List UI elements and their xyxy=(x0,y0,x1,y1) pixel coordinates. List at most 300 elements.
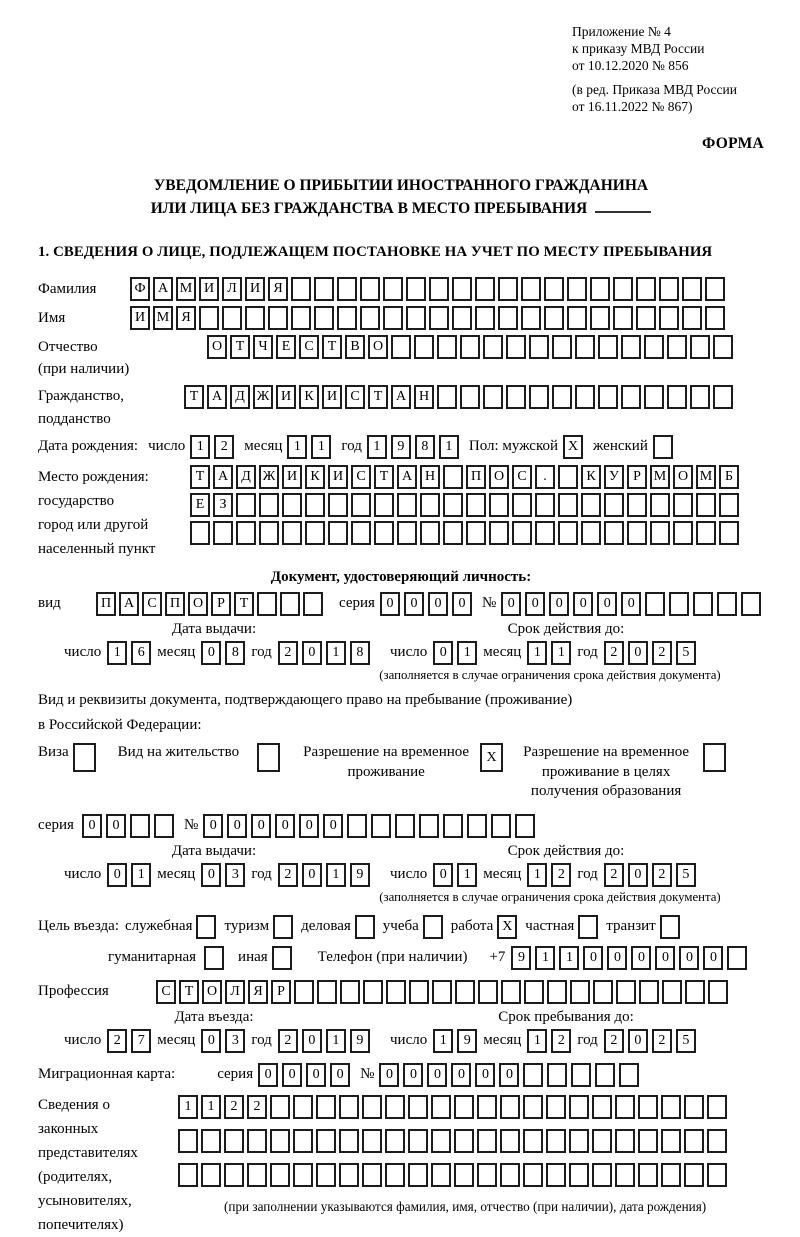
form-cell[interactable] xyxy=(190,521,210,545)
form-cell[interactable] xyxy=(713,335,733,359)
form-cell[interactable] xyxy=(351,521,371,545)
form-cell[interactable] xyxy=(362,1163,382,1187)
form-cell[interactable] xyxy=(374,521,394,545)
form-cell[interactable]: 2 xyxy=(652,863,672,887)
form-cell[interactable] xyxy=(546,1095,566,1119)
form-cell[interactable] xyxy=(466,493,486,517)
form-cell[interactable] xyxy=(257,592,277,616)
form-cell[interactable]: Д xyxy=(230,385,250,409)
form-cell[interactable]: В xyxy=(345,335,365,359)
form-cell[interactable] xyxy=(581,493,601,517)
form-cell[interactable] xyxy=(431,1095,451,1119)
form-cell[interactable] xyxy=(385,1129,405,1153)
form-cell[interactable]: Т xyxy=(190,465,210,489)
form-cell[interactable]: Я xyxy=(176,306,196,330)
form-cell[interactable] xyxy=(575,385,595,409)
form-cell[interactable] xyxy=(437,385,457,409)
form-cell[interactable] xyxy=(707,1095,727,1119)
form-cell[interactable] xyxy=(374,493,394,517)
form-cell[interactable]: Ж xyxy=(259,465,279,489)
form-cell[interactable] xyxy=(515,814,535,838)
form-cell[interactable] xyxy=(419,814,439,838)
form-cell[interactable] xyxy=(592,1129,612,1153)
form-cell[interactable]: X xyxy=(497,915,517,939)
form-cell[interactable]: 5 xyxy=(676,1029,696,1053)
form-cell[interactable] xyxy=(552,335,572,359)
form-cell[interactable] xyxy=(500,1095,520,1119)
form-cell[interactable] xyxy=(627,521,647,545)
form-cell[interactable] xyxy=(351,493,371,517)
form-cell[interactable] xyxy=(644,385,664,409)
form-cell[interactable] xyxy=(491,814,511,838)
form-cell[interactable] xyxy=(259,493,279,517)
form-cell[interactable] xyxy=(316,1163,336,1187)
form-cell[interactable]: И xyxy=(322,385,342,409)
form-cell[interactable] xyxy=(661,1095,681,1119)
form-cell[interactable]: 0 xyxy=(451,1063,471,1087)
form-cell[interactable]: С xyxy=(512,465,532,489)
form-cell[interactable] xyxy=(547,980,567,1004)
form-cell[interactable] xyxy=(544,306,564,330)
form-cell[interactable] xyxy=(616,980,636,1004)
form-cell[interactable] xyxy=(636,306,656,330)
form-cell[interactable]: Б xyxy=(719,465,739,489)
form-cell[interactable] xyxy=(201,1129,221,1153)
form-cell[interactable] xyxy=(500,1163,520,1187)
form-cell[interactable] xyxy=(408,1163,428,1187)
form-cell[interactable]: 3 xyxy=(225,863,245,887)
form-cell[interactable] xyxy=(703,743,726,772)
form-cell[interactable] xyxy=(443,814,463,838)
form-cell[interactable]: С xyxy=(156,980,176,1004)
form-cell[interactable] xyxy=(236,521,256,545)
form-cell[interactable]: 0 xyxy=(275,814,295,838)
form-cell[interactable] xyxy=(305,521,325,545)
form-cell[interactable] xyxy=(408,1095,428,1119)
form-cell[interactable]: 0 xyxy=(403,1063,423,1087)
form-cell[interactable]: Р xyxy=(271,980,291,1004)
form-cell[interactable] xyxy=(546,1163,566,1187)
form-cell[interactable] xyxy=(130,814,150,838)
form-cell[interactable]: 0 xyxy=(703,946,723,970)
form-cell[interactable] xyxy=(627,493,647,517)
form-cell[interactable]: 0 xyxy=(501,592,521,616)
form-cell[interactable] xyxy=(650,521,670,545)
form-cell[interactable] xyxy=(222,306,242,330)
form-cell[interactable]: Е xyxy=(276,335,296,359)
form-cell[interactable]: П xyxy=(165,592,185,616)
form-cell[interactable]: 0 xyxy=(330,1063,350,1087)
form-cell[interactable]: 0 xyxy=(201,641,221,665)
form-cell[interactable] xyxy=(383,306,403,330)
form-cell[interactable] xyxy=(270,1129,290,1153)
form-cell[interactable]: А xyxy=(119,592,139,616)
form-cell[interactable] xyxy=(154,814,174,838)
form-cell[interactable]: 2 xyxy=(652,641,672,665)
form-cell[interactable]: 9 xyxy=(391,435,411,459)
form-cell[interactable]: Т xyxy=(184,385,204,409)
form-cell[interactable] xyxy=(684,1163,704,1187)
form-cell[interactable] xyxy=(280,592,300,616)
form-cell[interactable]: М xyxy=(176,277,196,301)
form-cell[interactable] xyxy=(247,1129,267,1153)
form-cell[interactable]: 1 xyxy=(190,435,210,459)
form-cell[interactable] xyxy=(409,980,429,1004)
form-cell[interactable]: У xyxy=(604,465,624,489)
form-cell[interactable]: 0 xyxy=(302,863,322,887)
form-cell[interactable] xyxy=(719,493,739,517)
form-cell[interactable]: Н xyxy=(420,465,440,489)
form-cell[interactable]: 2 xyxy=(652,1029,672,1053)
form-cell[interactable] xyxy=(521,277,541,301)
form-cell[interactable] xyxy=(544,277,564,301)
form-cell[interactable]: 1 xyxy=(287,435,307,459)
form-cell[interactable]: К xyxy=(299,385,319,409)
form-cell[interactable] xyxy=(659,277,679,301)
form-cell[interactable] xyxy=(294,980,314,1004)
form-cell[interactable]: 0 xyxy=(597,592,617,616)
form-cell[interactable] xyxy=(362,1095,382,1119)
form-cell[interactable] xyxy=(383,277,403,301)
form-cell[interactable]: Л xyxy=(225,980,245,1004)
form-cell[interactable] xyxy=(660,915,680,939)
form-cell[interactable] xyxy=(567,306,587,330)
form-cell[interactable] xyxy=(408,1129,428,1153)
form-cell[interactable]: 1 xyxy=(326,641,346,665)
form-cell[interactable] xyxy=(431,1129,451,1153)
form-cell[interactable] xyxy=(245,306,265,330)
form-cell[interactable]: 0 xyxy=(499,1063,519,1087)
form-cell[interactable]: 0 xyxy=(655,946,675,970)
form-cell[interactable]: К xyxy=(305,465,325,489)
form-cell[interactable]: 0 xyxy=(583,946,603,970)
form-cell[interactable] xyxy=(293,1163,313,1187)
form-cell[interactable]: 2 xyxy=(278,641,298,665)
form-cell[interactable]: 2 xyxy=(224,1095,244,1119)
form-cell[interactable]: О xyxy=(368,335,388,359)
form-cell[interactable] xyxy=(613,306,633,330)
form-cell[interactable]: К xyxy=(581,465,601,489)
form-cell[interactable]: 2 xyxy=(278,863,298,887)
form-cell[interactable] xyxy=(644,335,664,359)
form-cell[interactable] xyxy=(406,306,426,330)
form-cell[interactable] xyxy=(613,277,633,301)
form-cell[interactable] xyxy=(673,521,693,545)
form-cell[interactable]: 0 xyxy=(106,814,126,838)
form-cell[interactable] xyxy=(293,1095,313,1119)
form-cell[interactable] xyxy=(604,521,624,545)
form-cell[interactable]: А xyxy=(207,385,227,409)
form-cell[interactable] xyxy=(386,980,406,1004)
form-cell[interactable]: Т xyxy=(368,385,388,409)
form-cell[interactable] xyxy=(270,1163,290,1187)
form-cell[interactable]: 2 xyxy=(551,863,571,887)
form-cell[interactable] xyxy=(590,277,610,301)
form-cell[interactable] xyxy=(713,385,733,409)
form-cell[interactable] xyxy=(521,306,541,330)
form-cell[interactable] xyxy=(547,1063,567,1087)
form-cell[interactable] xyxy=(598,335,618,359)
form-cell[interactable] xyxy=(477,1163,497,1187)
form-cell[interactable] xyxy=(395,814,415,838)
form-cell[interactable] xyxy=(460,335,480,359)
form-cell[interactable]: 0 xyxy=(302,641,322,665)
form-cell[interactable]: 2 xyxy=(107,1029,127,1053)
form-cell[interactable] xyxy=(452,306,472,330)
form-cell[interactable] xyxy=(432,980,452,1004)
form-cell[interactable]: С xyxy=(142,592,162,616)
form-cell[interactable] xyxy=(581,521,601,545)
form-cell[interactable]: 1 xyxy=(131,863,151,887)
form-cell[interactable] xyxy=(595,1063,615,1087)
form-cell[interactable]: 0 xyxy=(607,946,627,970)
form-cell[interactable] xyxy=(483,385,503,409)
form-cell[interactable]: 0 xyxy=(433,641,453,665)
form-cell[interactable] xyxy=(717,592,737,616)
form-cell[interactable]: 0 xyxy=(201,863,221,887)
form-cell[interactable] xyxy=(569,1095,589,1119)
form-cell[interactable]: . xyxy=(535,465,555,489)
form-cell[interactable] xyxy=(707,1163,727,1187)
form-cell[interactable] xyxy=(639,980,659,1004)
form-cell[interactable]: 1 xyxy=(457,863,477,887)
form-cell[interactable]: X xyxy=(563,435,583,459)
form-cell[interactable] xyxy=(690,335,710,359)
form-cell[interactable] xyxy=(360,277,380,301)
form-cell[interactable]: 9 xyxy=(350,863,370,887)
form-cell[interactable] xyxy=(477,1129,497,1153)
form-cell[interactable] xyxy=(454,1163,474,1187)
form-cell[interactable] xyxy=(316,1095,336,1119)
form-cell[interactable] xyxy=(305,493,325,517)
form-cell[interactable]: Р xyxy=(627,465,647,489)
form-cell[interactable] xyxy=(684,1129,704,1153)
form-cell[interactable] xyxy=(621,335,641,359)
form-cell[interactable]: 2 xyxy=(278,1029,298,1053)
form-cell[interactable] xyxy=(397,493,417,517)
form-cell[interactable]: 0 xyxy=(428,592,448,616)
form-cell[interactable] xyxy=(201,1163,221,1187)
form-cell[interactable]: 2 xyxy=(604,1029,624,1053)
form-cell[interactable] xyxy=(682,306,702,330)
form-cell[interactable]: 1 xyxy=(439,435,459,459)
form-cell[interactable] xyxy=(558,521,578,545)
form-cell[interactable]: 1 xyxy=(551,641,571,665)
form-cell[interactable] xyxy=(727,946,747,970)
form-cell[interactable]: Т xyxy=(322,335,342,359)
form-cell[interactable] xyxy=(414,335,434,359)
form-cell[interactable]: Д xyxy=(236,465,256,489)
form-cell[interactable]: С xyxy=(299,335,319,359)
form-cell[interactable] xyxy=(598,385,618,409)
form-cell[interactable] xyxy=(178,1163,198,1187)
form-cell[interactable] xyxy=(707,1129,727,1153)
form-cell[interactable] xyxy=(662,980,682,1004)
form-cell[interactable]: 0 xyxy=(631,946,651,970)
form-cell[interactable] xyxy=(604,493,624,517)
form-cell[interactable]: 1 xyxy=(433,1029,453,1053)
form-cell[interactable]: 8 xyxy=(415,435,435,459)
form-cell[interactable]: 0 xyxy=(433,863,453,887)
form-cell[interactable] xyxy=(452,277,472,301)
form-cell[interactable] xyxy=(443,521,463,545)
form-cell[interactable]: С xyxy=(351,465,371,489)
form-cell[interactable] xyxy=(467,814,487,838)
form-cell[interactable] xyxy=(653,435,673,459)
form-cell[interactable] xyxy=(213,521,233,545)
form-cell[interactable]: 5 xyxy=(676,641,696,665)
form-cell[interactable] xyxy=(500,1129,520,1153)
form-cell[interactable] xyxy=(429,277,449,301)
form-cell[interactable] xyxy=(431,1163,451,1187)
form-cell[interactable]: П xyxy=(466,465,486,489)
form-cell[interactable] xyxy=(501,980,521,1004)
form-cell[interactable]: Я xyxy=(248,980,268,1004)
form-cell[interactable] xyxy=(460,385,480,409)
form-cell[interactable] xyxy=(552,385,572,409)
form-cell[interactable]: 8 xyxy=(225,641,245,665)
form-cell[interactable] xyxy=(741,592,761,616)
form-cell[interactable] xyxy=(316,1129,336,1153)
form-cell[interactable] xyxy=(303,592,323,616)
form-cell[interactable] xyxy=(569,1129,589,1153)
form-cell[interactable] xyxy=(224,1129,244,1153)
form-cell[interactable]: И xyxy=(282,465,302,489)
form-cell[interactable]: 0 xyxy=(251,814,271,838)
form-cell[interactable]: А xyxy=(397,465,417,489)
form-cell[interactable] xyxy=(477,1095,497,1119)
form-cell[interactable] xyxy=(328,493,348,517)
form-cell[interactable] xyxy=(340,980,360,1004)
form-cell[interactable]: Ч xyxy=(253,335,273,359)
form-cell[interactable] xyxy=(575,335,595,359)
form-cell[interactable] xyxy=(571,1063,591,1087)
form-cell[interactable] xyxy=(224,1163,244,1187)
form-cell[interactable]: 5 xyxy=(676,863,696,887)
form-cell[interactable]: М xyxy=(153,306,173,330)
form-cell[interactable] xyxy=(347,814,367,838)
form-cell[interactable]: И xyxy=(130,306,150,330)
form-cell[interactable]: О xyxy=(489,465,509,489)
form-cell[interactable]: Р xyxy=(211,592,231,616)
form-cell[interactable]: 0 xyxy=(525,592,545,616)
form-cell[interactable] xyxy=(684,1095,704,1119)
form-cell[interactable] xyxy=(429,306,449,330)
form-cell[interactable] xyxy=(489,521,509,545)
form-cell[interactable]: 0 xyxy=(107,863,127,887)
form-cell[interactable] xyxy=(406,277,426,301)
form-cell[interactable] xyxy=(661,1163,681,1187)
form-cell[interactable]: 0 xyxy=(452,592,472,616)
form-cell[interactable] xyxy=(420,493,440,517)
form-cell[interactable]: 9 xyxy=(511,946,531,970)
form-cell[interactable] xyxy=(282,493,302,517)
form-cell[interactable] xyxy=(466,521,486,545)
form-cell[interactable] xyxy=(696,521,716,545)
form-cell[interactable] xyxy=(272,946,292,970)
form-cell[interactable] xyxy=(661,1129,681,1153)
form-cell[interactable] xyxy=(314,306,334,330)
form-cell[interactable]: 0 xyxy=(379,1063,399,1087)
form-cell[interactable] xyxy=(489,493,509,517)
form-cell[interactable] xyxy=(454,1095,474,1119)
form-cell[interactable] xyxy=(475,306,495,330)
form-cell[interactable] xyxy=(282,521,302,545)
form-cell[interactable]: 3 xyxy=(225,1029,245,1053)
form-cell[interactable] xyxy=(558,465,578,489)
form-cell[interactable]: Л xyxy=(222,277,242,301)
form-cell[interactable] xyxy=(719,521,739,545)
form-cell[interactable]: 0 xyxy=(475,1063,495,1087)
form-cell[interactable]: 0 xyxy=(621,592,641,616)
form-cell[interactable] xyxy=(437,335,457,359)
form-cell[interactable] xyxy=(355,915,375,939)
form-cell[interactable] xyxy=(669,592,689,616)
form-cell[interactable]: А xyxy=(213,465,233,489)
form-cell[interactable] xyxy=(397,521,417,545)
form-cell[interactable] xyxy=(317,980,337,1004)
form-cell[interactable] xyxy=(636,277,656,301)
form-cell[interactable] xyxy=(478,980,498,1004)
form-cell[interactable] xyxy=(558,493,578,517)
form-cell[interactable]: И xyxy=(199,277,219,301)
form-cell[interactable] xyxy=(615,1129,635,1153)
form-cell[interactable] xyxy=(705,306,725,330)
form-cell[interactable] xyxy=(273,915,293,939)
form-cell[interactable]: 1 xyxy=(367,435,387,459)
form-cell[interactable]: И xyxy=(245,277,265,301)
form-cell[interactable] xyxy=(236,493,256,517)
form-cell[interactable]: 1 xyxy=(326,1029,346,1053)
form-cell[interactable]: 0 xyxy=(628,641,648,665)
form-cell[interactable]: 0 xyxy=(404,592,424,616)
form-cell[interactable] xyxy=(592,1163,612,1187)
form-cell[interactable] xyxy=(363,980,383,1004)
form-cell[interactable]: 0 xyxy=(282,1063,302,1087)
form-cell[interactable]: 1 xyxy=(527,1029,547,1053)
form-cell[interactable]: 1 xyxy=(535,946,555,970)
form-cell[interactable]: Т xyxy=(374,465,394,489)
form-cell[interactable]: 0 xyxy=(203,814,223,838)
form-cell[interactable]: 0 xyxy=(306,1063,326,1087)
form-cell[interactable] xyxy=(328,521,348,545)
form-cell[interactable]: Я xyxy=(268,277,288,301)
form-cell[interactable]: 0 xyxy=(573,592,593,616)
form-cell[interactable] xyxy=(590,306,610,330)
form-cell[interactable] xyxy=(483,335,503,359)
form-cell[interactable] xyxy=(685,980,705,1004)
form-cell[interactable] xyxy=(567,277,587,301)
form-cell[interactable] xyxy=(257,743,280,772)
form-cell[interactable]: Т xyxy=(234,592,254,616)
form-cell[interactable]: О xyxy=(207,335,227,359)
form-cell[interactable]: 0 xyxy=(427,1063,447,1087)
form-cell[interactable] xyxy=(705,277,725,301)
form-cell[interactable]: 0 xyxy=(258,1063,278,1087)
form-cell[interactable]: 2 xyxy=(604,641,624,665)
form-cell[interactable] xyxy=(259,521,279,545)
form-cell[interactable]: 0 xyxy=(628,1029,648,1053)
form-cell[interactable] xyxy=(268,306,288,330)
form-cell[interactable] xyxy=(199,306,219,330)
form-cell[interactable] xyxy=(645,592,665,616)
form-cell[interactable]: Ф xyxy=(130,277,150,301)
form-cell[interactable] xyxy=(569,1163,589,1187)
form-cell[interactable] xyxy=(339,1095,359,1119)
form-cell[interactable]: А xyxy=(153,277,173,301)
form-cell[interactable] xyxy=(443,493,463,517)
form-cell[interactable]: Т xyxy=(179,980,199,1004)
